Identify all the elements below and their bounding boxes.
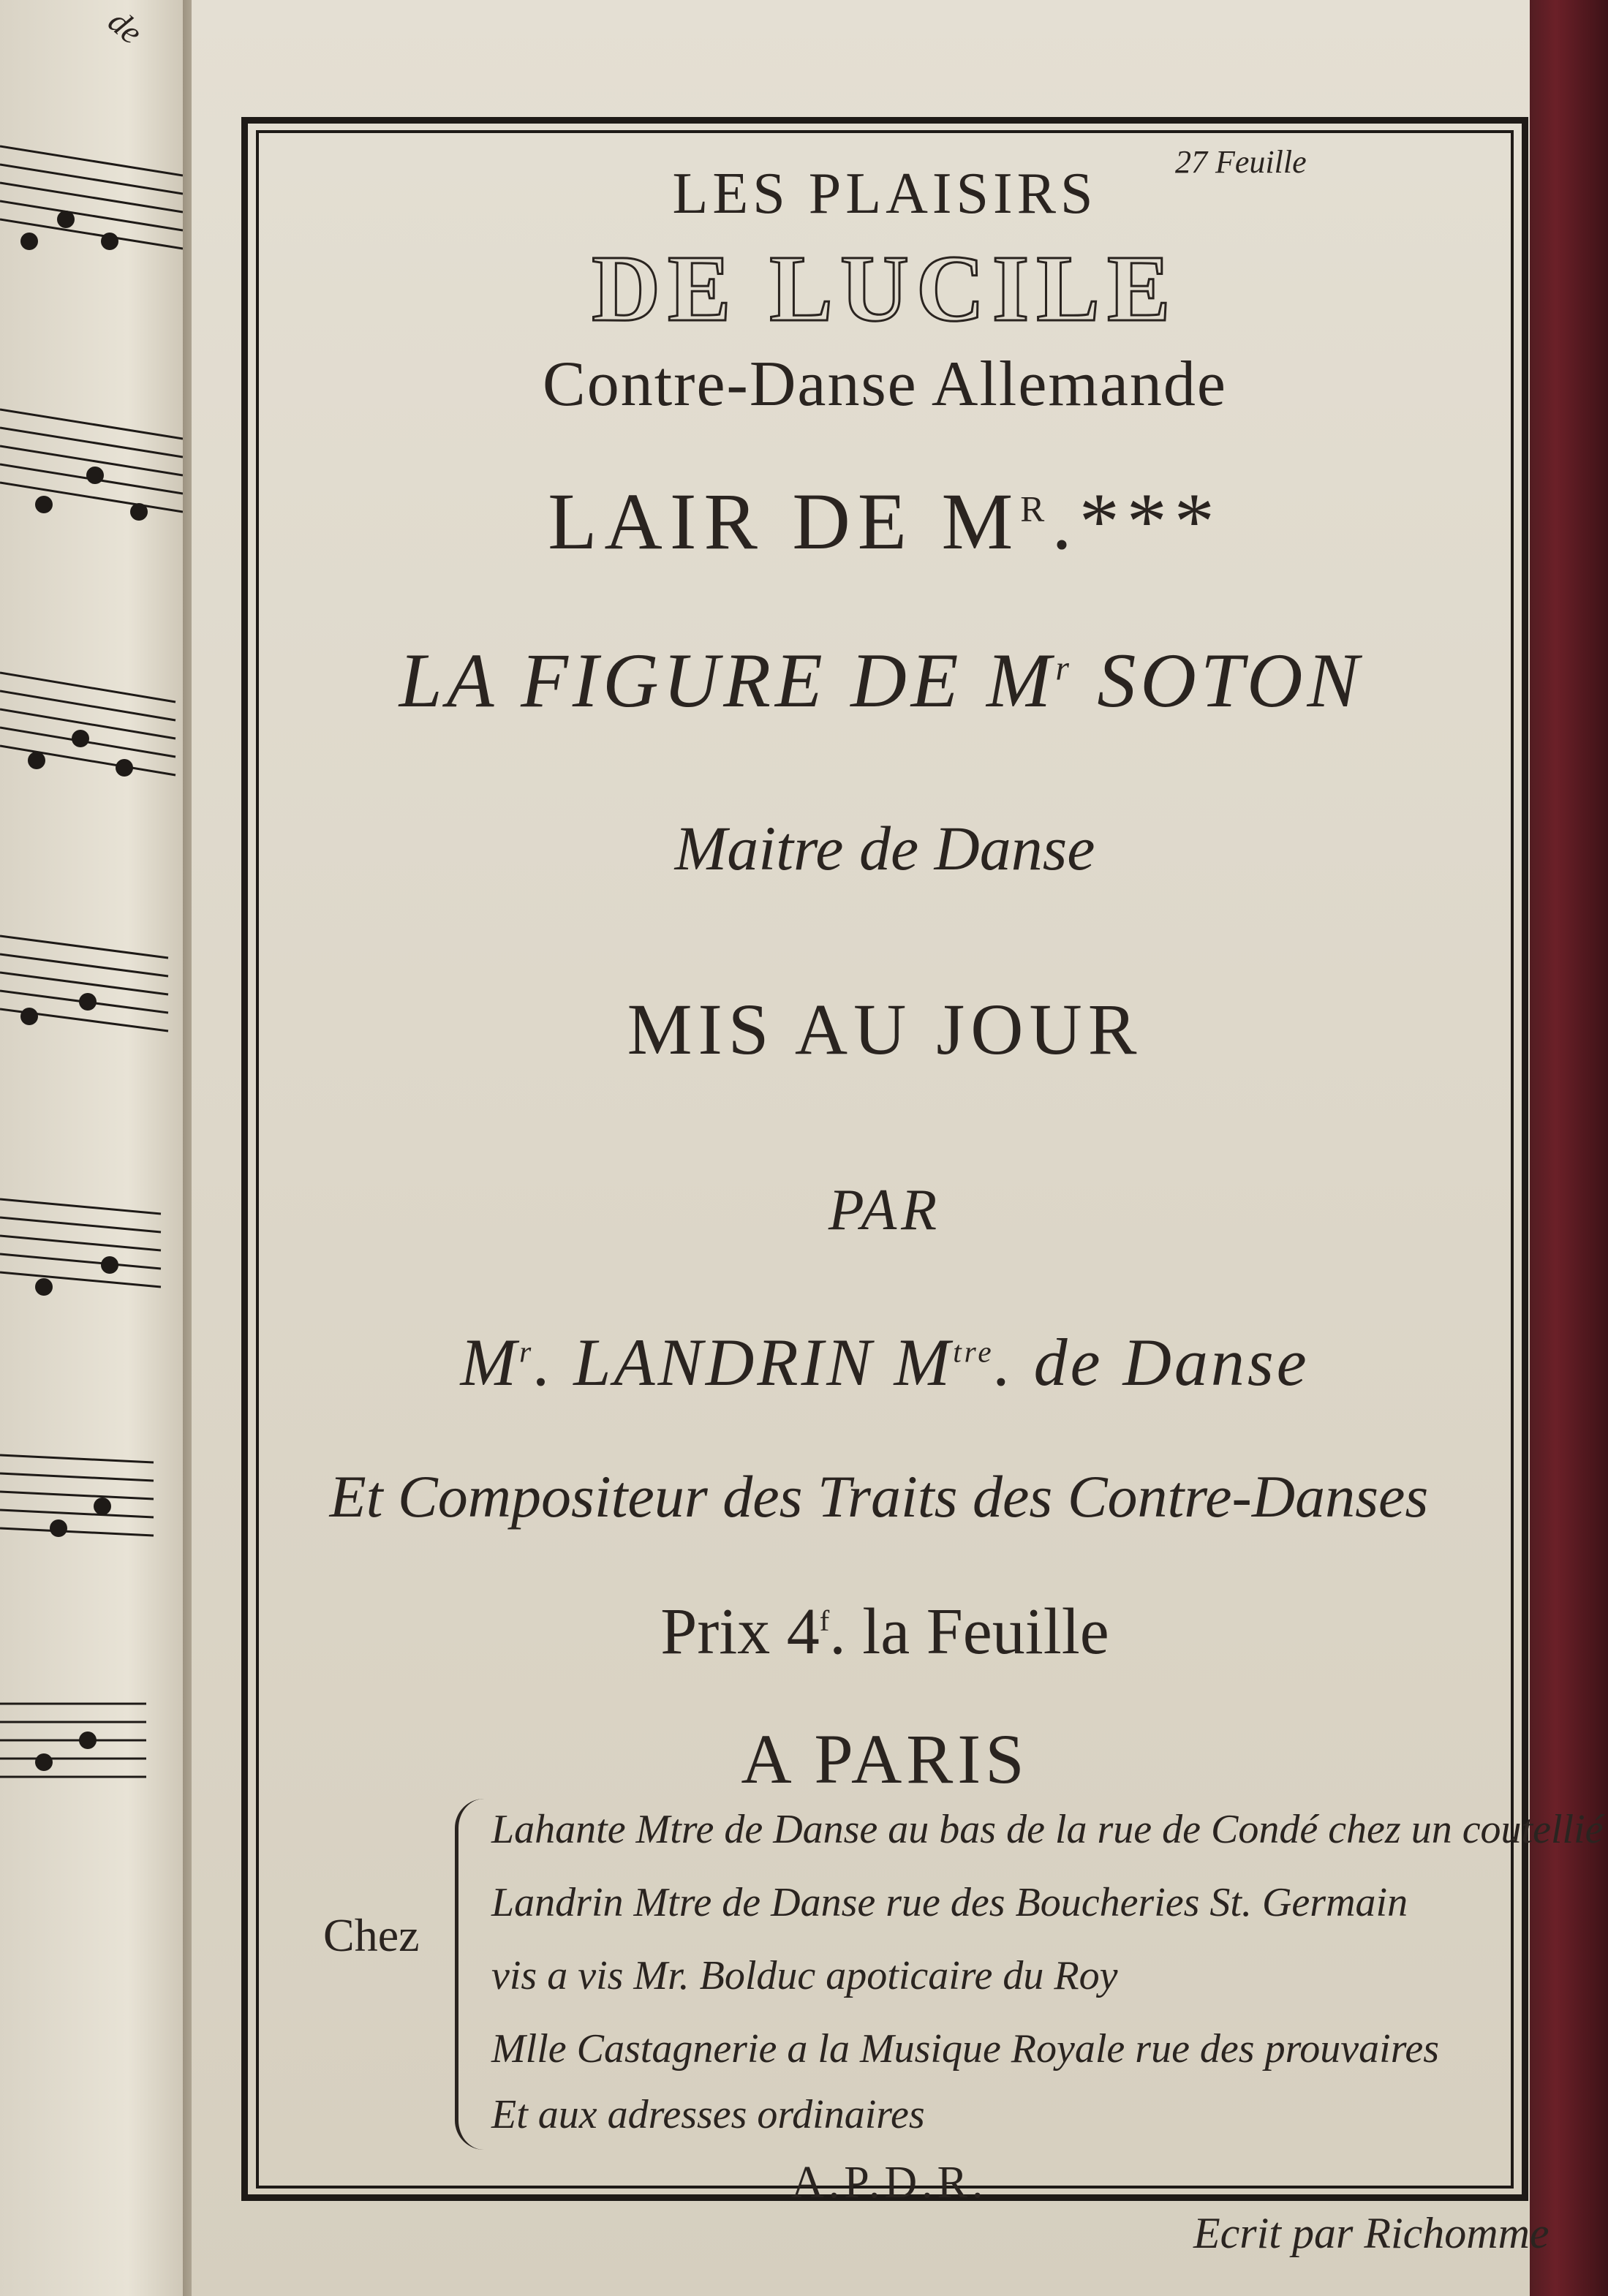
engraver-credit: Ecrit par Richomme <box>1193 2209 1550 2257</box>
figure-line <box>234 636 1528 725</box>
author-line <box>256 1323 1514 1401</box>
air-superscript: R <box>1020 488 1052 529</box>
mis-au-jour-line: MIS AU JOUR <box>627 989 1143 1070</box>
air-text: LAIR DE M <box>548 477 1021 566</box>
address-line: Lahante Mtre de Danse au bas de la rue de Condé chez un coutellié <box>491 1807 1604 1852</box>
author-name: . LANDRIN M <box>534 1325 954 1400</box>
address-line: Et aux adresses ordinaires <box>491 2092 925 2137</box>
address-line: vis a vis Mr. Bolduc apoticaire du Roy <box>491 1953 1118 1998</box>
address-brace <box>455 1799 485 2150</box>
title-line-2: DE LUCILE <box>592 236 1178 341</box>
author-prefix: M <box>460 1325 520 1400</box>
compositeur-line: Et Compositeur des Traits des Contre-Danses <box>329 1463 1429 1530</box>
author-title-sup: tre <box>953 1334 994 1369</box>
left-page-sheet-music <box>0 0 183 2296</box>
price-line <box>256 1594 1514 1669</box>
left-page-partial-text: de <box>101 2 150 51</box>
author-prefix-sup: r <box>519 1334 535 1369</box>
maitre-line: Maitre de Danse <box>674 813 1095 883</box>
privilege-mark: A.P.D.R. <box>791 2158 988 2208</box>
address-line: Landrin Mtre de Danse rue des Boucheries St. Germain <box>491 1880 1408 1925</box>
music-staves-image <box>0 0 183 2296</box>
price-text: Prix 4 <box>660 1596 820 1668</box>
air-stars: .*** <box>1052 477 1222 566</box>
author-title: . de Danse <box>994 1325 1310 1400</box>
par-line: PAR <box>828 1178 942 1242</box>
figure-text: LA FIGURE DE M <box>399 638 1056 723</box>
chez-label: Chez <box>323 1909 420 1961</box>
background-fabric <box>1521 0 1608 2296</box>
address-line: Mlle Castagnerie a la Musique Royale rue des prouvaires <box>491 2026 1440 2072</box>
figure-superscript: r <box>1055 649 1073 688</box>
price-unit-sup: f <box>819 1604 830 1637</box>
price-per: . la Feuille <box>829 1596 1109 1668</box>
title-page <box>192 0 1604 2296</box>
title-line-1: LES PLAISIRS <box>672 162 1098 226</box>
figure-name: SOTON <box>1073 638 1364 723</box>
air-line <box>256 475 1514 568</box>
sheet-number-note: 27 Feuille <box>1175 144 1307 180</box>
subtitle: Contre-Danse Allemande <box>543 349 1227 420</box>
city-line: A PARIS <box>741 1720 1029 1798</box>
